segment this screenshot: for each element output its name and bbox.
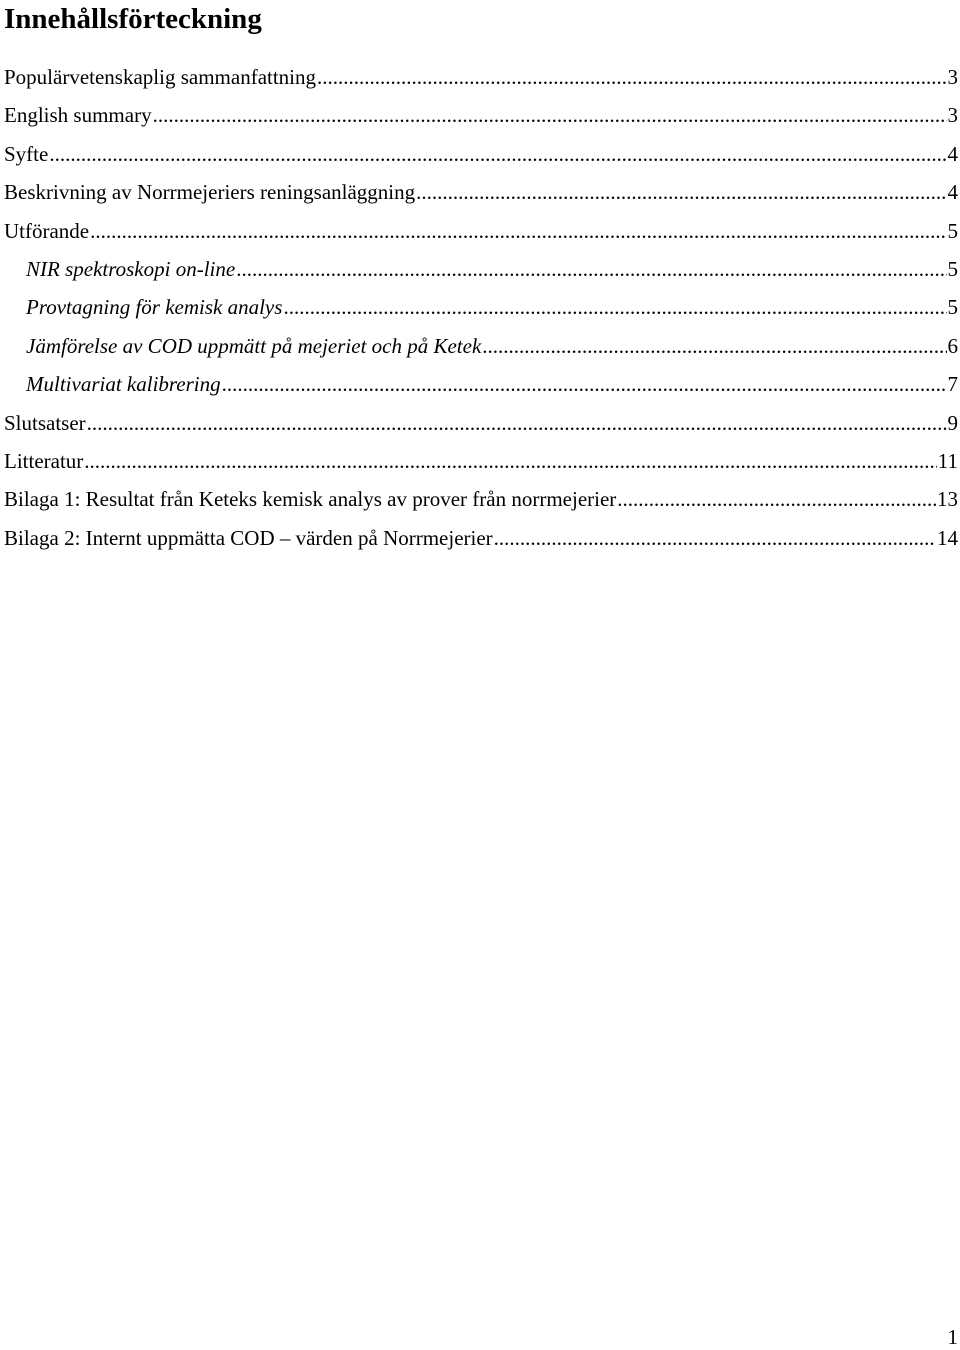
toc-dot-leader (283, 288, 946, 326)
toc-entry-text: Beskrivning av Norrmejeriers reningsanläggning (4, 180, 416, 205)
toc-entry-page: 5 (947, 256, 958, 281)
toc-dot-leader (87, 404, 947, 442)
toc-entry-page: 4 (947, 180, 958, 205)
toc-dot-leader (90, 212, 946, 250)
toc-entry-page: 5 (947, 295, 958, 320)
toc-entry-page: 6 (947, 333, 958, 358)
toc-dot-leader (617, 480, 936, 518)
page-title: Innehållsförteckning (4, 3, 262, 35)
toc-dot-leader (482, 327, 946, 365)
toc-entry-text: Provtagning för kemisk analys (26, 295, 283, 320)
toc-entry-text: Bilaga 2: Internt uppmätta COD – värden på Norrmejerier (4, 525, 493, 550)
toc-entry-slutsatser[interactable] (0, 404, 960, 442)
toc-entry-english-summary[interactable] (0, 96, 960, 134)
toc-entry-multivariat-kalibrering[interactable] (0, 365, 960, 403)
toc-entry-litteratur[interactable] (0, 442, 960, 480)
toc-entry-page: 3 (947, 65, 958, 89)
toc-entry-text: Litteratur (4, 448, 84, 473)
toc-dot-leader (494, 519, 936, 557)
toc-entry-text: Syfte (4, 141, 49, 166)
toc-entry-text: NIR spektroskopi on-line (26, 256, 236, 281)
page-number: 1 (947, 1325, 958, 1349)
toc-entry-provtagning[interactable] (0, 288, 960, 326)
toc-entry-page: 9 (947, 410, 958, 435)
toc-dot-leader (317, 58, 946, 96)
toc-entry-page: 7 (947, 372, 958, 397)
toc-entry-popularvetenskaplig-sammanfattning[interactable] (0, 58, 960, 96)
toc-entry-nir-spektroskopi[interactable] (0, 250, 960, 288)
toc-entry-text: Populärvetenskaplig sammanfattning (4, 65, 317, 89)
toc-entry-text: Utförande (4, 218, 90, 243)
toc-dot-leader (416, 173, 946, 211)
toc-dot-leader (222, 365, 947, 403)
toc-entry-page: 14 (937, 525, 958, 550)
toc-entry-utforande[interactable] (0, 212, 960, 250)
toc-entry-page: 5 (947, 218, 958, 243)
toc-entry-bilaga-1[interactable] (0, 480, 960, 518)
toc-dot-leader (84, 442, 936, 480)
toc-entry-jamforelse-cod[interactable] (0, 327, 960, 365)
toc-entry-text: Multivariat kalibrering (26, 372, 221, 397)
toc-entry-text: Jämförelse av COD uppmätt på mejeriet och på Ketek (26, 333, 482, 358)
toc-dot-leader (49, 135, 946, 173)
toc-entry-beskrivning[interactable] (0, 173, 960, 211)
toc-entry-page: 3 (947, 103, 958, 128)
toc-dot-leader (153, 96, 947, 134)
toc-entry-syfte[interactable] (0, 135, 960, 173)
toc-entry-bilaga-2[interactable] (0, 519, 960, 557)
toc-dot-leader (236, 250, 946, 288)
toc-entry-page: 11 (937, 448, 958, 473)
table-of-contents (0, 58, 960, 557)
toc-entry-text: Slutsatser (4, 410, 86, 435)
toc-entry-text: English summary (4, 103, 152, 128)
toc-entry-page: 13 (937, 487, 958, 512)
toc-entry-text: Bilaga 1: Resultat från Keteks kemisk analys av prover från norrmejerier (4, 487, 617, 512)
toc-entry-page: 4 (947, 141, 958, 166)
